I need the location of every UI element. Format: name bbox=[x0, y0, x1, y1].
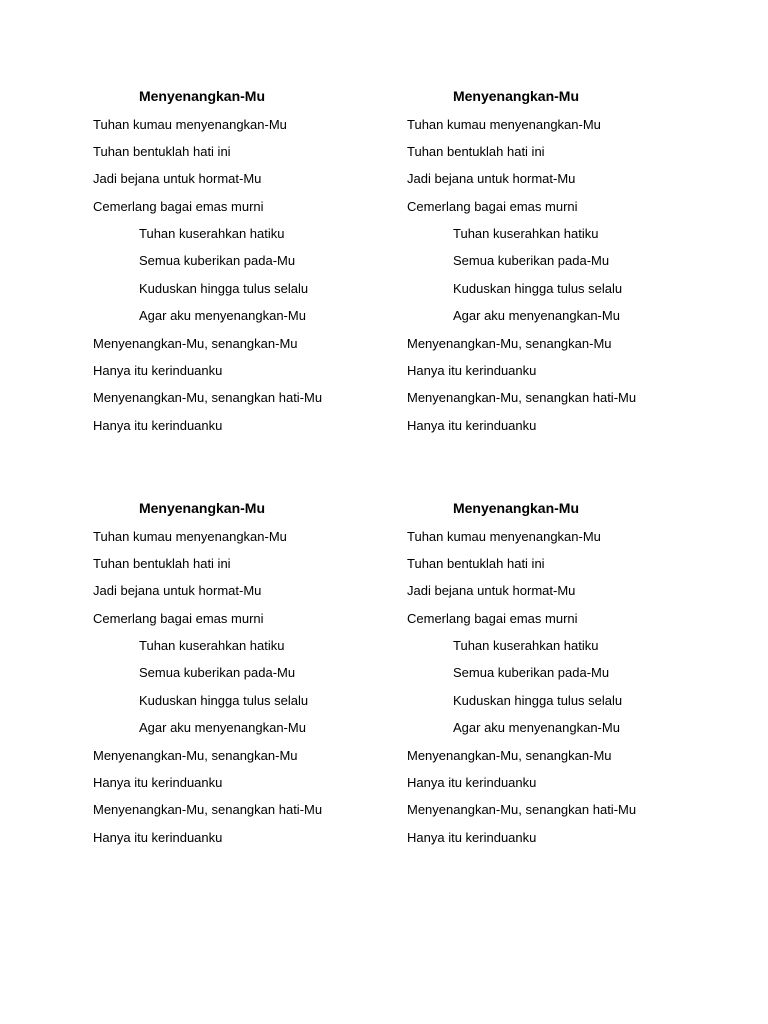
lyric-line: Hanya itu kerinduanku bbox=[93, 775, 223, 790]
lyric-line-chorus: Semua kuberikan pada-Mu bbox=[139, 665, 296, 680]
lyric-line-chorus: Tuhan kuserahkan hatiku bbox=[139, 638, 285, 653]
lyric-line: Tuhan kumau menyenangkan-Mu bbox=[407, 117, 601, 132]
lyric-line-chorus: Kuduskan hingga tulus selalu bbox=[453, 693, 623, 708]
lyric-line: Jadi bejana untuk hormat-Mu bbox=[407, 583, 576, 598]
lyric-line-chorus: Agar aku menyenangkan-Mu bbox=[139, 720, 306, 735]
lyric-line-chorus: Tuhan kuserahkan hatiku bbox=[139, 226, 285, 241]
lyric-line: Hanya itu kerinduanku bbox=[93, 830, 223, 845]
lyric-line: Tuhan bentuklah hati ini bbox=[407, 556, 545, 571]
lyric-line: Tuhan kumau menyenangkan-Mu bbox=[93, 529, 287, 544]
lyric-line-chorus: Agar aku menyenangkan-Mu bbox=[453, 720, 620, 735]
lyric-line: Hanya itu kerinduanku bbox=[407, 775, 537, 790]
lyric-line: Menyenangkan-Mu, senangkan-Mu bbox=[407, 336, 612, 351]
lyric-line: Cemerlang bagai emas murni bbox=[93, 199, 264, 214]
lyric-line: Jadi bejana untuk hormat-Mu bbox=[407, 171, 576, 186]
lyric-line-chorus: Agar aku menyenangkan-Mu bbox=[453, 308, 620, 323]
lyric-line: Jadi bejana untuk hormat-Mu bbox=[93, 171, 262, 186]
lyric-line-chorus: Semua kuberikan pada-Mu bbox=[453, 253, 610, 268]
lyric-line: Hanya itu kerinduanku bbox=[93, 363, 223, 378]
lyric-line: Tuhan bentuklah hati ini bbox=[93, 556, 231, 571]
lyric-line: Jadi bejana untuk hormat-Mu bbox=[93, 583, 262, 598]
lyric-line-chorus: Semua kuberikan pada-Mu bbox=[139, 253, 296, 268]
lyric-line: Cemerlang bagai emas murni bbox=[407, 611, 578, 626]
lyric-line-chorus: Tuhan kuserahkan hatiku bbox=[453, 638, 599, 653]
lyric-line: Menyenangkan-Mu, senangkan hati-Mu bbox=[93, 390, 323, 405]
lyric-line: Tuhan kumau menyenangkan-Mu bbox=[407, 529, 601, 544]
lyric-line-chorus: Semua kuberikan pada-Mu bbox=[453, 665, 610, 680]
lyric-line-chorus: Kuduskan hingga tulus selalu bbox=[139, 693, 309, 708]
lyric-line: Tuhan bentuklah hati ini bbox=[407, 144, 545, 159]
lyric-line: Menyenangkan-Mu, senangkan-Mu bbox=[407, 748, 612, 763]
song-title: Menyenangkan-Mu bbox=[138, 88, 265, 104]
lyric-line-chorus: Agar aku menyenangkan-Mu bbox=[139, 308, 306, 323]
lyric-line: Menyenangkan-Mu, senangkan-Mu bbox=[93, 336, 298, 351]
lyric-line-chorus: Kuduskan hingga tulus selalu bbox=[453, 281, 623, 296]
lyric-line: Tuhan kumau menyenangkan-Mu bbox=[93, 117, 287, 132]
song-title: Menyenangkan-Mu bbox=[138, 500, 265, 516]
lyric-line: Hanya itu kerinduanku bbox=[407, 363, 537, 378]
lyric-line: Menyenangkan-Mu, senangkan hati-Mu bbox=[93, 802, 323, 817]
lyric-line: Cemerlang bagai emas murni bbox=[407, 199, 578, 214]
lyric-line: Hanya itu kerinduanku bbox=[407, 418, 537, 433]
lyric-line: Cemerlang bagai emas murni bbox=[93, 611, 264, 626]
lyric-line: Menyenangkan-Mu, senangkan hati-Mu bbox=[407, 390, 637, 405]
song-title: Menyenangkan-Mu bbox=[452, 500, 579, 516]
lyric-line: Hanya itu kerinduanku bbox=[407, 830, 537, 845]
lyric-line-chorus: Tuhan kuserahkan hatiku bbox=[453, 226, 599, 241]
lyric-line-chorus: Kuduskan hingga tulus selalu bbox=[139, 281, 309, 296]
lyric-line: Menyenangkan-Mu, senangkan hati-Mu bbox=[407, 802, 637, 817]
lyric-line: Hanya itu kerinduanku bbox=[93, 418, 223, 433]
lyric-line: Menyenangkan-Mu, senangkan-Mu bbox=[93, 748, 298, 763]
song-title: Menyenangkan-Mu bbox=[452, 88, 579, 104]
lyric-line: Tuhan bentuklah hati ini bbox=[93, 144, 231, 159]
